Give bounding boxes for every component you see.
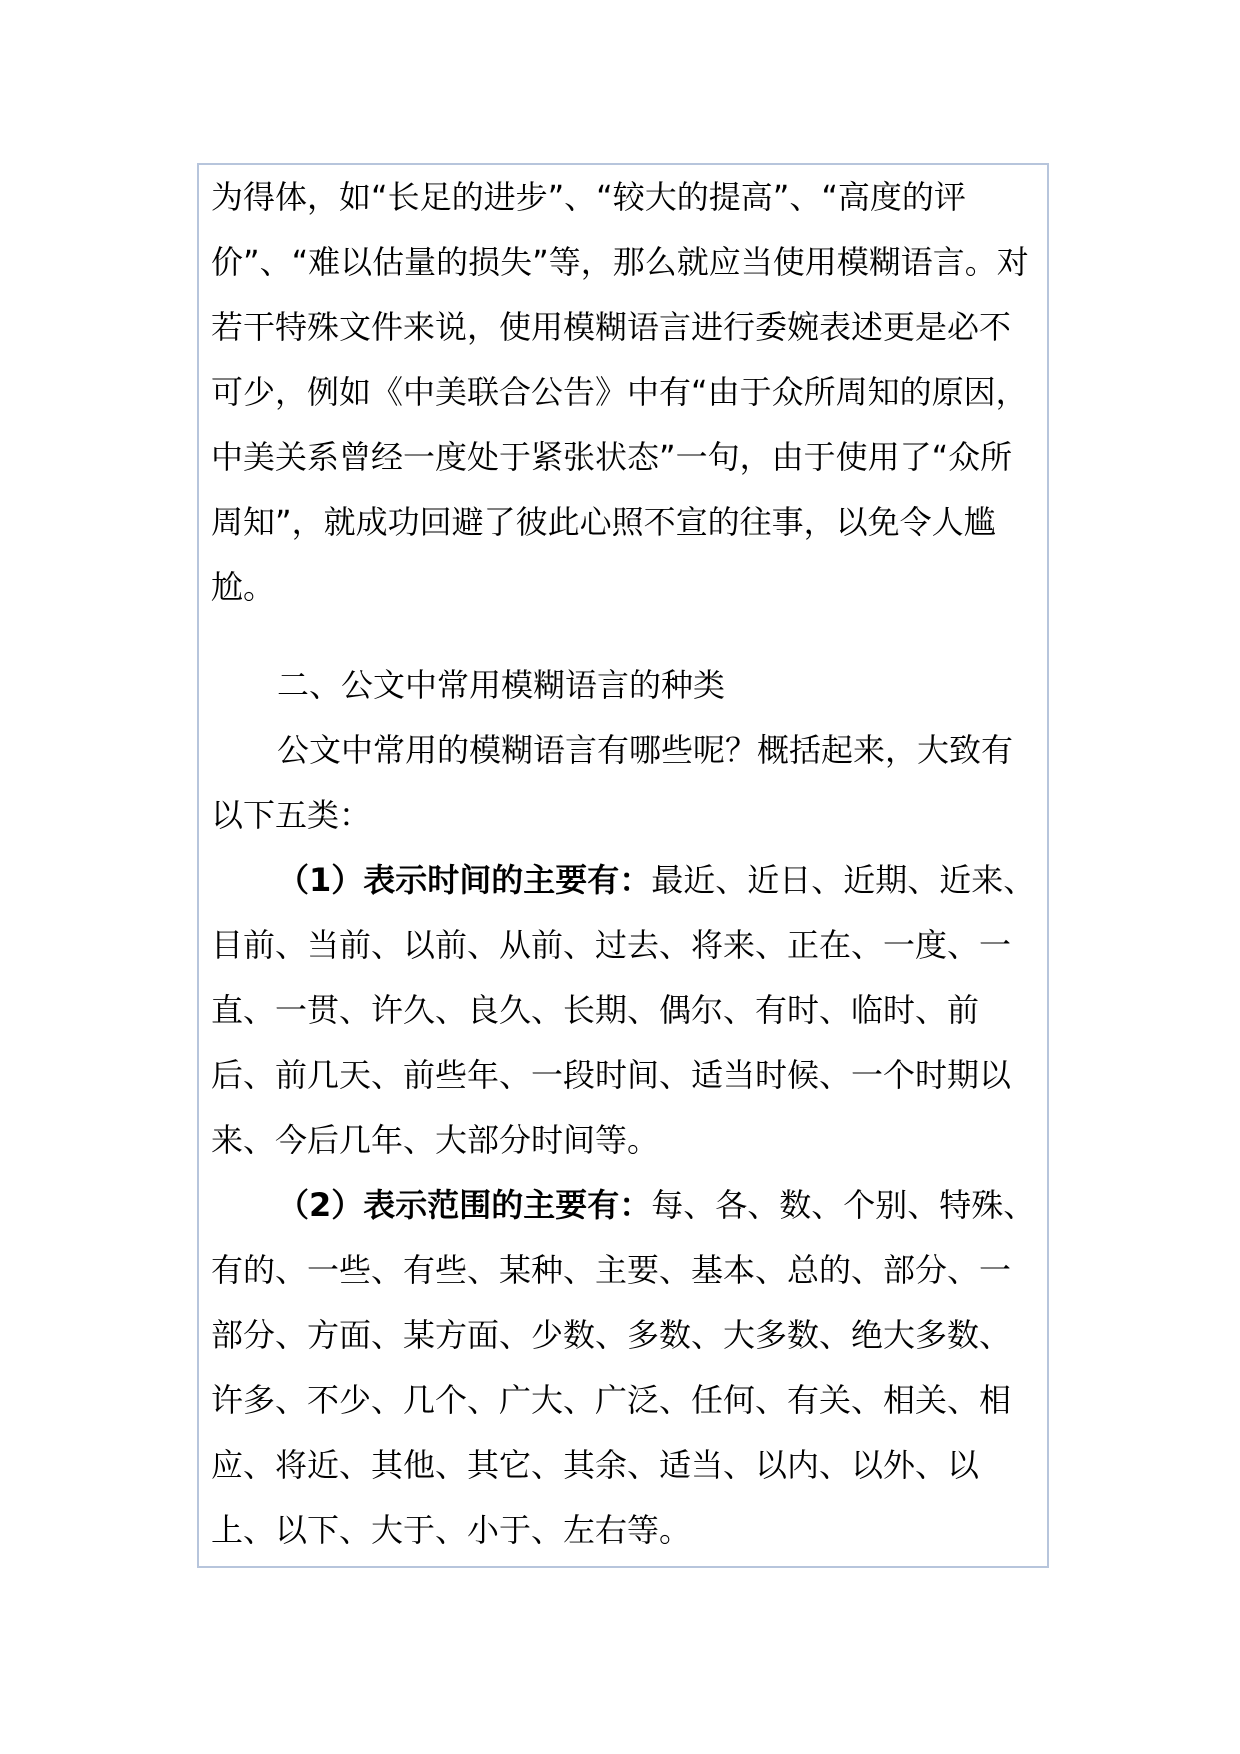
list-item-time [211, 848, 1037, 1173]
list-item-time-label: （1）表示时间的主要有： [277, 861, 652, 899]
paragraph-1: 为得体，如“长足的进步”、“较大的提高”、“高度的评价”、“难以估量的损失”等，那么就应当使用模糊语言。对若干特殊文件来说，使用模糊语言进行委婉表述更是必不可少，例如《中美联合公告》中有“由于众所周知的原因，中美关系曾经一度处于紧张状态”一句，由于使用了“众所周知”，就成功回避了彼此心照不宣的往事，以免令人尴尬。 [211, 178, 1029, 606]
section-heading: 二、公文中常用模糊语言的种类 [277, 666, 726, 704]
list-item-scope-label: （2）表示范围的主要有： [277, 1186, 652, 1224]
text-frame [197, 163, 1049, 1568]
list-item-scope [211, 1173, 1037, 1563]
document-body [211, 165, 1037, 1563]
list-item-time-text: 最近、近日、近期、近来、目前、当前、以前、从前、过去、将来、正在、一度、一直、一贯、许久、良久、长期、偶尔、有时、临时、前后、前几天、前些年、一段时间、适当时候、一个时期以来、今后几年、大部分时间等。 [211, 861, 1036, 1159]
intro-paragraph: 公文中常用的模糊语言有哪些呢？概括起来，大致有以下五类： [211, 731, 1014, 834]
list-item-scope-text: 每、各、数、个别、特殊、有的、一些、有些、某种、主要、基本、总的、部分、一部分、方面、某方面、少数、多数、大多数、绝大多数、许多、不少、几个、广大、广泛、任何、有关、相关、相应、将近、其他、其它、其余、适当、以内、以外、以上、以下、大于、小于、左右等。 [211, 1186, 1036, 1549]
